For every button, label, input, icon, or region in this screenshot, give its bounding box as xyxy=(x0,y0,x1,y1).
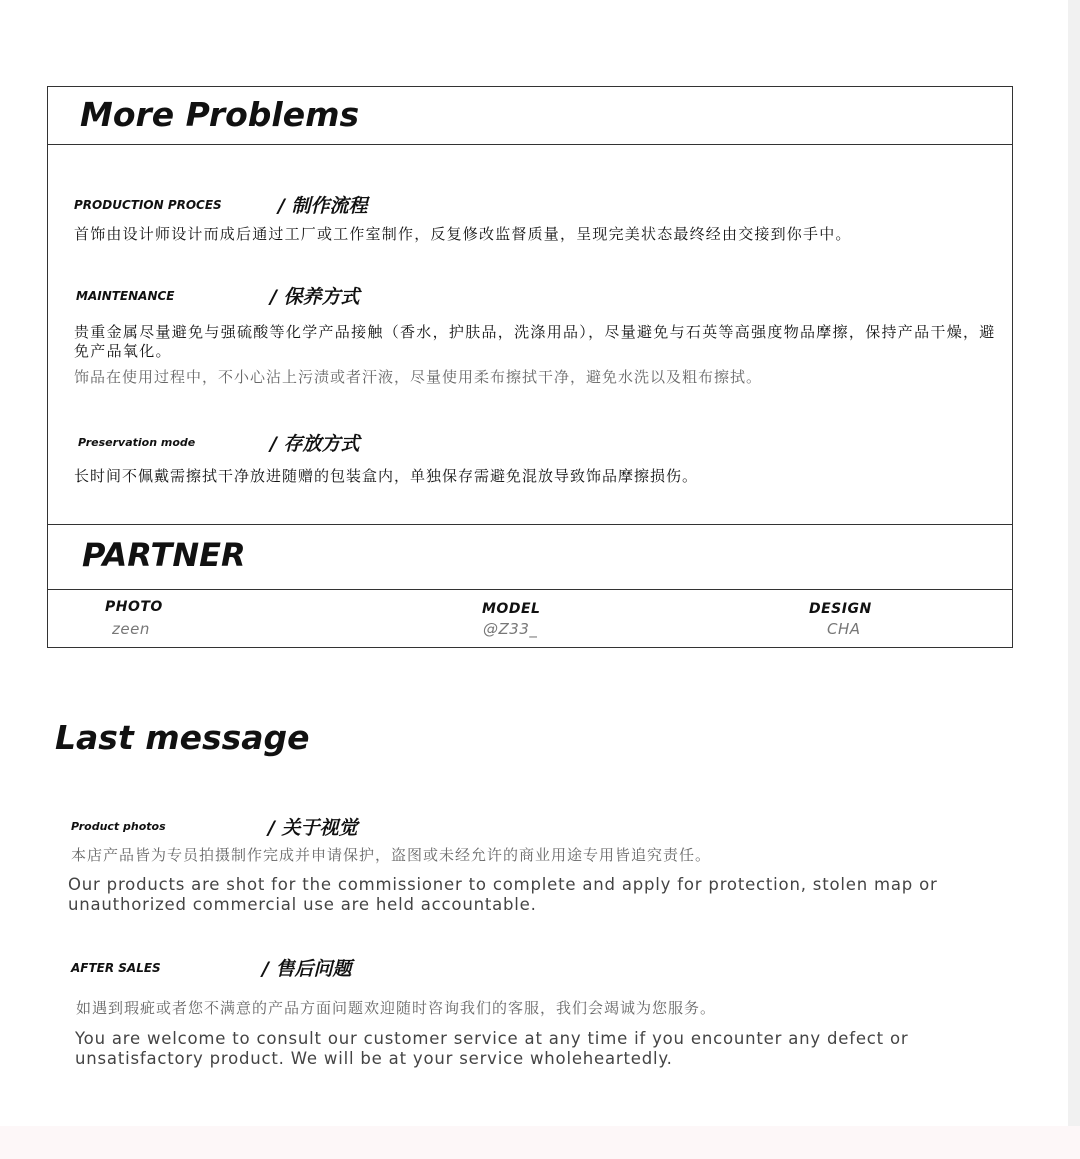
after-sales-label-en: AFTER SALES xyxy=(71,961,161,975)
divider xyxy=(48,524,1012,525)
partner-photo-value: zeen xyxy=(112,620,150,638)
maintenance-label-en: MAINTENANCE xyxy=(76,289,175,303)
product-photos-text-en: Our products are shot for the commissioner to complete and apply for protection, stolen map or unauthorized commercial use are held accountable. xyxy=(68,875,938,914)
partner-model-value: @Z33_ xyxy=(483,620,538,638)
maintenance-text-1: 贵重金属尽量避免与强硫酸等化学产品接触（香水，护肤品，洗涤用品），尽量避免与石英等高强度物品摩擦，保持产品干燥，避免产品氧化。 xyxy=(74,323,996,360)
product-photos-label-cn: / 关于视觉 xyxy=(268,817,358,839)
partner-design-value: CHA xyxy=(827,620,861,638)
more-problems-title: More Problems xyxy=(80,95,360,134)
divider xyxy=(48,589,1012,590)
divider xyxy=(48,144,1012,145)
after-sales-text-en: You are welcome to consult our customer service at any time if you encounter any defect or unsatisfactory product. We will be at your service wholeheartedly. xyxy=(75,1029,909,1068)
partner-design-head: DESIGN xyxy=(809,601,872,617)
page-edge xyxy=(1068,0,1080,1126)
production-label-cn: / 制作流程 xyxy=(278,195,368,217)
partner-model-head: MODEL xyxy=(482,601,541,617)
partner-title: PARTNER xyxy=(82,536,246,574)
more-problems-box xyxy=(47,86,1013,648)
last-message-title: Last message xyxy=(55,718,310,757)
maintenance-text-2: 饰品在使用过程中，不小心沾上污渍或者汗液，尽量使用柔布擦拭干净，避免水洗以及粗布擦拭。 xyxy=(74,368,763,386)
maintenance-label-cn: / 保养方式 xyxy=(270,286,360,308)
after-sales-label-cn: / 售后问题 xyxy=(262,958,352,980)
production-text: 首饰由设计师设计而成后通过工厂或工作室制作，反复修改监督质量，呈现完美状态最终经由交接到你手中。 xyxy=(74,225,852,243)
preservation-label-cn: / 存放方式 xyxy=(270,433,360,455)
after-sales-text-cn: 如遇到瑕疵或者您不满意的产品方面问题欢迎随时咨询我们的客服，我们会竭诚为您服务。 xyxy=(76,999,717,1017)
preservation-text: 长时间不佩戴需擦拭干净放进随赠的包装盒内，单独保存需避免混放导致饰品摩擦损伤。 xyxy=(74,467,699,485)
product-photos-label-en: Product photos xyxy=(71,820,166,833)
partner-photo-head: PHOTO xyxy=(105,599,163,615)
production-label-en: PRODUCTION PROCES xyxy=(74,198,222,212)
product-photos-text-cn: 本店产品皆为专员拍摄制作完成并申请保护，盗图或未经允许的商业用途专用皆追究责任。 xyxy=(71,846,712,864)
preservation-label-en: Preservation mode xyxy=(78,436,196,449)
